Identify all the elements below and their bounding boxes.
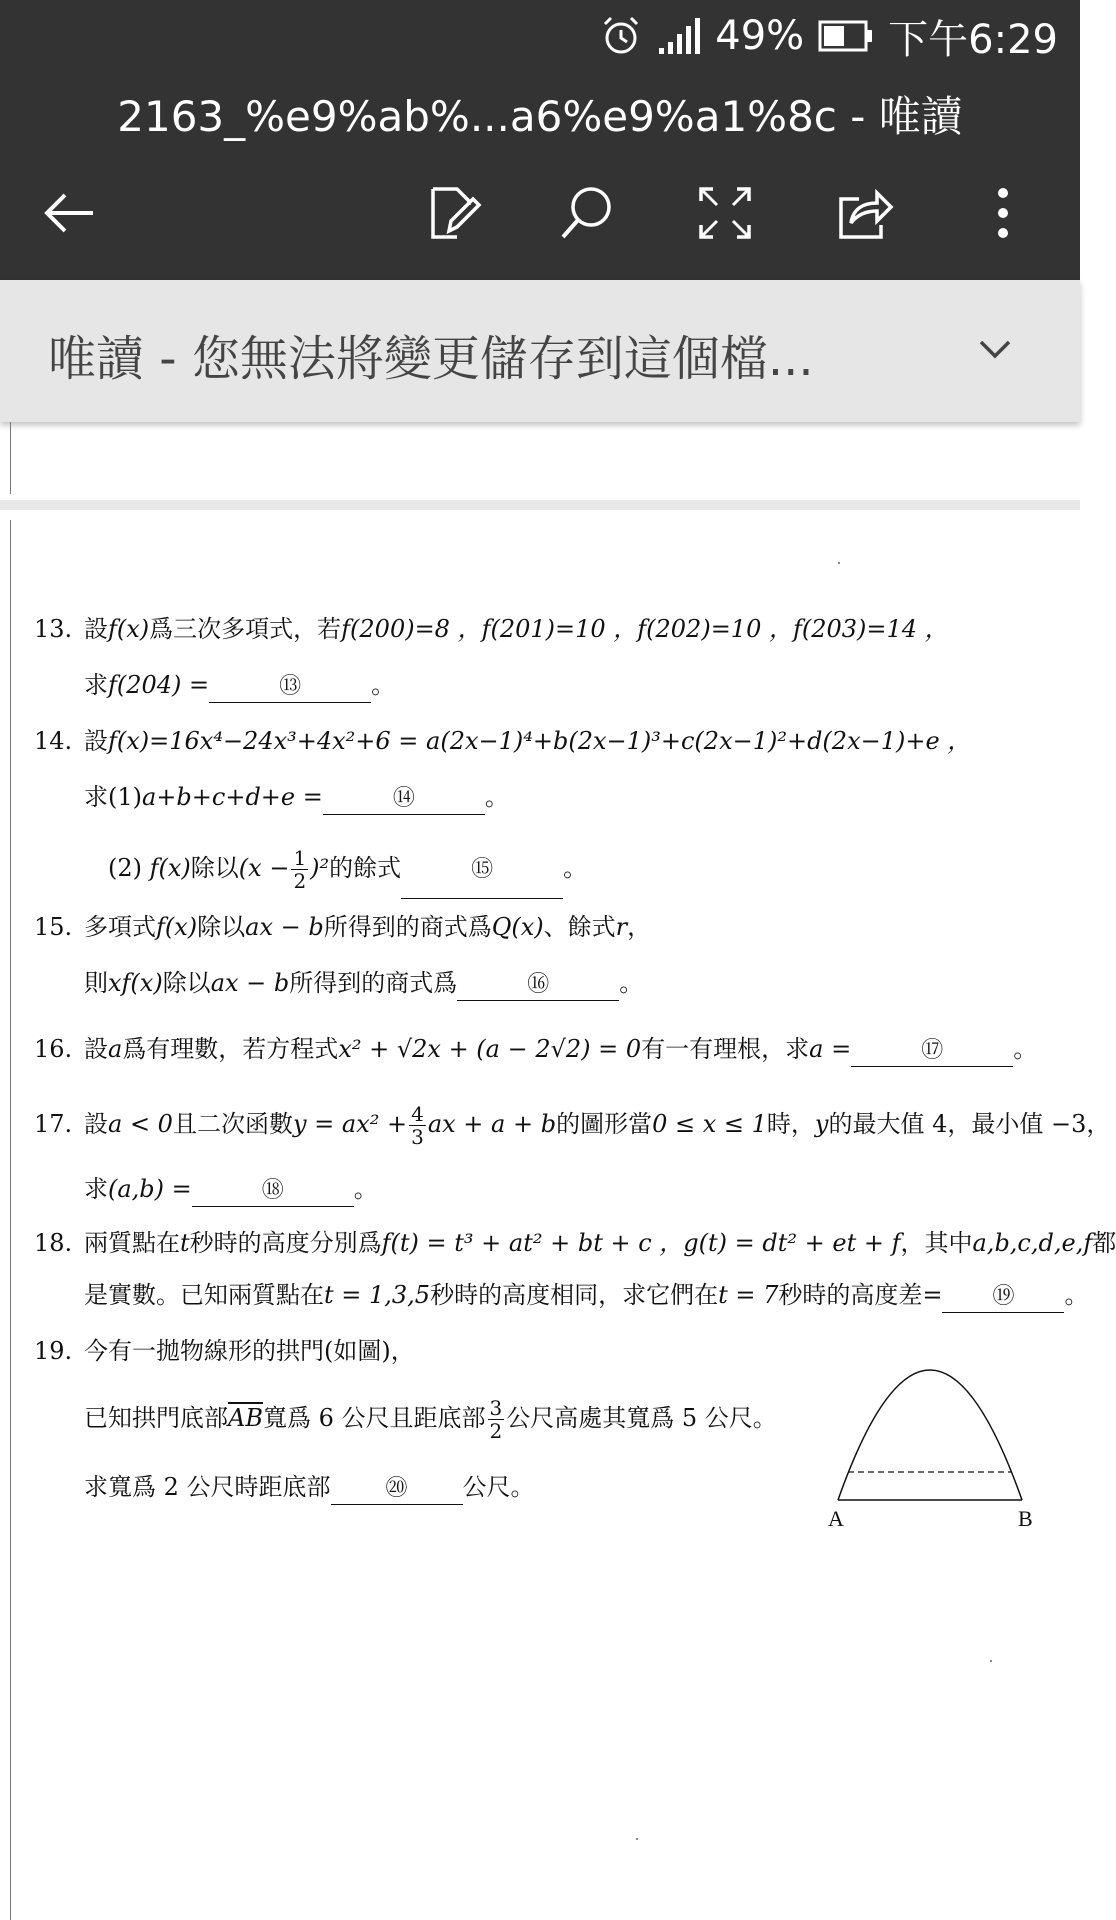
- question-number: 15.: [34, 913, 73, 941]
- question-number: 16.: [34, 1035, 73, 1063]
- edit-icon: [423, 183, 483, 243]
- question-19-line-2: [84, 1390, 777, 1446]
- back-arrow-icon: [39, 183, 99, 243]
- math: f(204) =: [108, 671, 210, 699]
- text: 設: [84, 1035, 108, 1063]
- math: Q(x): [491, 913, 544, 941]
- question-16-line-1: [34, 1034, 1037, 1067]
- answer-blank-17[interactable]: [851, 1034, 1013, 1067]
- fullscreen-button[interactable]: [690, 178, 760, 248]
- read-only-notice[interactable]: [0, 280, 1080, 422]
- page-separator: [0, 500, 1080, 510]
- math: f(x): [108, 615, 150, 643]
- document-title: 2163_%e9%ab%...a6%e9%a1%8c - 唯讀: [117, 92, 963, 141]
- math: a+b+c+d+e =: [142, 783, 323, 811]
- blank-number: ⑬: [279, 674, 302, 699]
- text: 秒時的高度分別爲: [189, 1229, 382, 1257]
- question-14-line-3: [108, 840, 587, 899]
- edit-button[interactable]: [418, 178, 488, 248]
- text: (2): [108, 854, 142, 882]
- math: x² + √2x + (a − 2√2) = 0: [338, 1035, 642, 1063]
- notice-text: 唯讀 - 您無法將變更儲存到這個檔...: [48, 331, 814, 387]
- math: t: [180, 1229, 190, 1257]
- text: 都: [1092, 1229, 1116, 1257]
- question-18-line-1: [34, 1228, 1116, 1258]
- answer-blank-18[interactable]: [192, 1174, 354, 1207]
- clock-time: 下午6:29: [888, 16, 1058, 63]
- answer-blank-20[interactable]: [331, 1472, 463, 1505]
- share-button[interactable]: [830, 178, 900, 248]
- document-page[interactable]: [0, 510, 1116, 1920]
- math: ax + a + b: [427, 1110, 557, 1138]
- text: 時，: [766, 1110, 815, 1138]
- text: 。: [1064, 1281, 1089, 1309]
- question-number: 14.: [34, 727, 73, 755]
- blank-number: ⑲: [992, 1284, 1015, 1309]
- text: 有一有理根，求: [641, 1035, 810, 1063]
- text: 設: [84, 1110, 108, 1138]
- text: ，其中: [900, 1229, 973, 1257]
- question-17-line-2: [84, 1174, 378, 1207]
- scan-speck: [838, 562, 840, 564]
- question-13-line-1: [34, 614, 949, 644]
- fullscreen-icon: [695, 183, 755, 243]
- share-icon: [835, 183, 895, 243]
- status-bar-right: [599, 0, 1058, 72]
- math: f(200)=8 ，f(201)=10 ，f(202)=10 ，f(203)=14 ，: [341, 615, 949, 643]
- fraction-four-thirds: [409, 1103, 426, 1148]
- blank-number: ⑰: [921, 1038, 944, 1063]
- question-15-line-2: [84, 968, 643, 1001]
- math: 0 ≤ x ≤ 1: [652, 1110, 767, 1138]
- fraction-three-halves: [488, 1397, 505, 1442]
- numerator: 3: [489, 1396, 503, 1420]
- denominator: 2: [293, 869, 307, 893]
- math: a: [108, 1035, 123, 1063]
- page-margin-line: [10, 422, 11, 494]
- battery-icon: [818, 20, 874, 52]
- math: xf(x): [108, 969, 163, 997]
- text: 、餘式: [543, 913, 616, 941]
- math: y: [814, 1110, 829, 1138]
- math: )²: [310, 854, 330, 882]
- numerator: 1: [293, 846, 307, 870]
- fraction-one-half: [291, 847, 308, 892]
- arch-curve: [838, 1370, 1022, 1500]
- notice-expand-button[interactable]: [970, 325, 1020, 375]
- text: 今有一拋物線形的拱門(如圖)，: [84, 1337, 415, 1365]
- blank-number: ⑭: [392, 786, 415, 811]
- question-17-line-1: [34, 1096, 1110, 1152]
- text: 。: [353, 1175, 378, 1203]
- chevron-down-icon: [975, 330, 1015, 370]
- status-bar: [0, 0, 1080, 72]
- math: ax − b: [210, 969, 290, 997]
- text: 公尺高處其寬爲 5 公尺。: [506, 1404, 777, 1432]
- math: f(x): [156, 913, 198, 941]
- signal-icon: [657, 16, 701, 56]
- math: t = 7: [718, 1281, 779, 1309]
- text: 秒時的高度相同，求它們在: [430, 1281, 719, 1309]
- page-margin-line: [10, 520, 11, 1920]
- text: 除以: [197, 913, 246, 941]
- math: ax − b: [245, 913, 324, 941]
- denominator: 2: [489, 1419, 503, 1443]
- math: f(x)=16x⁴−24x³+4x²+6 = a(2x−1)⁴+b(2x−1)³+c(2x−1)²+d(2x−1)+e ，: [108, 727, 972, 755]
- denominator: 3: [411, 1125, 424, 1149]
- text: 除以: [190, 854, 239, 882]
- text: 求寬爲 2 公尺時距底部: [84, 1473, 331, 1501]
- answer-blank-13[interactable]: [209, 670, 371, 703]
- question-13-line-2: [84, 670, 395, 703]
- text: 。: [371, 671, 396, 699]
- math: t = 1,3,5: [324, 1281, 431, 1309]
- text: 。: [619, 969, 644, 997]
- question-number: 13.: [34, 615, 73, 643]
- text: 寬爲 6 公尺且距底部: [262, 1404, 486, 1432]
- blank-number: ⑱: [261, 1178, 284, 1203]
- question-19-line-3: [84, 1472, 535, 1505]
- math: a,b,c,d,e,f: [972, 1229, 1093, 1257]
- text: 設: [84, 615, 108, 643]
- text: 秒時的高度差=: [778, 1281, 943, 1309]
- blank-number: ⑮: [471, 857, 494, 882]
- parabolic-arch-figure: [828, 1350, 1038, 1530]
- text: 的餘式: [329, 854, 402, 882]
- blank-number: ⑯: [527, 972, 550, 997]
- text: 的圖形當: [556, 1110, 653, 1138]
- text: 。: [484, 783, 509, 811]
- question-number: 17.: [34, 1110, 73, 1138]
- answer-blank-16[interactable]: [457, 968, 619, 1001]
- text: 所得到的商式爲: [323, 913, 492, 941]
- text: 所得到的商式爲: [289, 969, 458, 997]
- text: 除以: [162, 969, 211, 997]
- text: 。: [1013, 1035, 1038, 1063]
- math: (a,b) =: [108, 1175, 192, 1203]
- app-bar: [0, 72, 1080, 280]
- battery-percent: 49%: [715, 13, 805, 59]
- question-14-line-2: [84, 782, 509, 815]
- text: 公尺。: [462, 1473, 535, 1501]
- math: r: [615, 913, 628, 941]
- scan-speck: [990, 1660, 992, 1662]
- answer-blank-14[interactable]: [323, 782, 485, 815]
- text: 且二次函數: [172, 1110, 293, 1138]
- question-number: 18.: [34, 1229, 73, 1257]
- text: 。: [563, 854, 588, 882]
- search-button[interactable]: [552, 178, 622, 248]
- numerator: 4: [411, 1102, 424, 1126]
- text: 求(1): [84, 783, 142, 811]
- text: 則: [84, 969, 108, 997]
- text: 已知拱門底部: [84, 1404, 228, 1432]
- math: $\overline{AB}$: [228, 1404, 263, 1432]
- question-number: 19.: [34, 1337, 73, 1365]
- text: 的最大值 4，最小值 −3，: [828, 1110, 1111, 1138]
- answer-blank-19[interactable]: [942, 1280, 1064, 1313]
- math: a < 0: [108, 1110, 173, 1138]
- point-b-label: B: [1018, 1506, 1033, 1531]
- text: 爲三次多項式，若: [149, 615, 342, 643]
- more-vert-icon: [973, 183, 1033, 243]
- question-14-line-1: [34, 726, 971, 756]
- more-options-button[interactable]: [968, 178, 1038, 248]
- text: 求: [84, 1175, 108, 1203]
- scan-speck: [636, 1838, 638, 1840]
- math: (x −: [238, 854, 290, 882]
- question-18-line-2: [84, 1280, 1088, 1313]
- text: 求: [84, 671, 108, 699]
- alarm-clock-icon: [599, 14, 643, 58]
- text: ，: [627, 913, 652, 941]
- search-icon: [557, 183, 617, 243]
- back-button[interactable]: [34, 178, 104, 248]
- answer-blank-15[interactable]: [401, 840, 563, 899]
- point-a-label: A: [828, 1506, 844, 1531]
- text: 是實數。已知兩質點在: [84, 1281, 324, 1309]
- text: 設: [84, 727, 108, 755]
- text: 多項式: [84, 913, 156, 941]
- text: 爲有理數，若方程式: [122, 1035, 339, 1063]
- question-15-line-1: [34, 912, 651, 942]
- blank-number: ⑳: [385, 1476, 408, 1501]
- math: f(t) = t³ + at² + bt + c ，g(t) = dt² + et + f: [381, 1229, 901, 1257]
- question-19-line-1: [34, 1336, 415, 1366]
- text: 兩質點在: [84, 1229, 180, 1257]
- math: f(x): [149, 854, 191, 882]
- math: a =: [809, 1035, 852, 1063]
- math: y = ax² +: [292, 1110, 408, 1138]
